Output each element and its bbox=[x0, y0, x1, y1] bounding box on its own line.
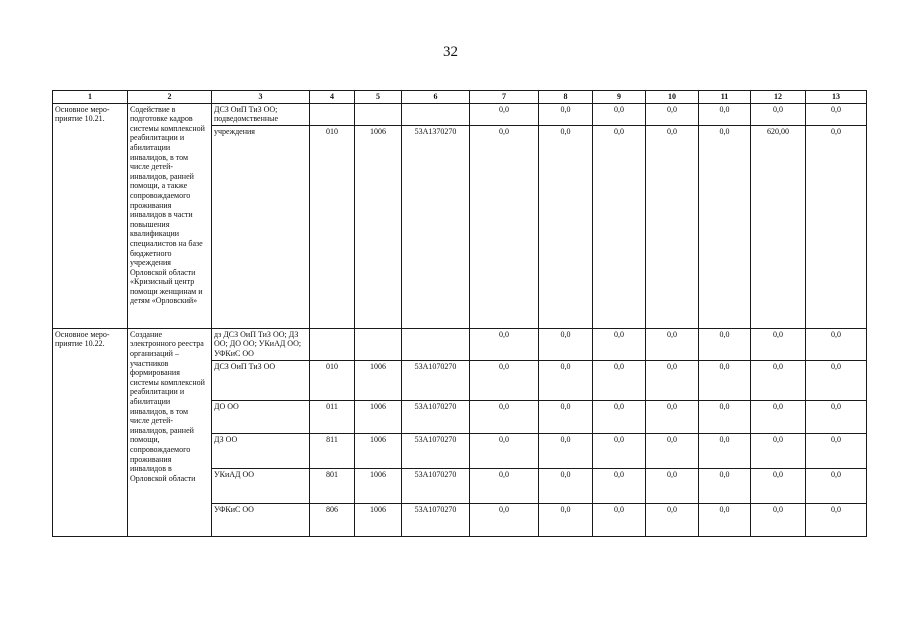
grbs-cell bbox=[310, 328, 355, 360]
value-cell: 0,0 bbox=[539, 503, 593, 536]
value-cell: 0,0 bbox=[539, 125, 593, 328]
header-cell: 2 bbox=[128, 91, 212, 104]
executor-cell: ДСЗ ОиП ТиЗ ОО bbox=[212, 360, 310, 400]
value-cell: 0,0 bbox=[751, 328, 806, 360]
header-cell: 3 bbox=[212, 91, 310, 104]
rzpr-cell: 1006 bbox=[355, 360, 402, 400]
executor-cell: ДО ОО bbox=[212, 400, 310, 433]
description-cell: Создание электронного реестра организаций – участников формирования системы комплексной реабилитации и абилитации инвалидов, в том числе детей-инвалидов, ранней помощи, сопровождаемого проживания инвалидов в Орловской области bbox=[128, 328, 212, 536]
executor-cell: ДСЗ ОиП ТиЗ ОО; подведомственные bbox=[212, 103, 310, 125]
value-cell: 0,0 bbox=[593, 400, 646, 433]
value-cell: 0,0 bbox=[751, 103, 806, 125]
csr-cell: 53А1370270 bbox=[402, 125, 470, 328]
value-cell: 0,0 bbox=[751, 433, 806, 468]
value-cell: 0,0 bbox=[751, 468, 806, 503]
rzpr-cell bbox=[355, 328, 402, 360]
value-cell: 0,0 bbox=[539, 433, 593, 468]
value-cell: 0,0 bbox=[646, 433, 699, 468]
value-cell: 0,0 bbox=[806, 103, 867, 125]
value-cell: 0,0 bbox=[806, 400, 867, 433]
measure-cell: Основное меро-приятие 10.22. bbox=[53, 328, 128, 536]
rzpr-cell: 1006 bbox=[355, 468, 402, 503]
value-cell: 0,0 bbox=[646, 503, 699, 536]
rzpr-cell bbox=[355, 103, 402, 125]
value-cell: 620,00 bbox=[751, 125, 806, 328]
header-cell: 7 bbox=[470, 91, 539, 104]
executor-cell: ДЗ ОО bbox=[212, 433, 310, 468]
header-cell: 5 bbox=[355, 91, 402, 104]
header-cell: 8 bbox=[539, 91, 593, 104]
csr-cell: 53А1070270 bbox=[402, 400, 470, 433]
grbs-cell: 010 bbox=[310, 125, 355, 328]
value-cell: 0,0 bbox=[539, 360, 593, 400]
header-cell: 13 bbox=[806, 91, 867, 104]
grbs-cell: 811 bbox=[310, 433, 355, 468]
value-cell: 0,0 bbox=[806, 433, 867, 468]
header-cell: 12 bbox=[751, 91, 806, 104]
rzpr-cell: 1006 bbox=[355, 503, 402, 536]
description-cell: Содействие в подготовке кадров системы комплексной реабилитации и абилитации инвалидов, в том числе детей-инвалидов, ранней помощи, а также сопровождаемого проживания инвалидов в части повышения квалификации специалистов на базе бюджетного учреждения Орловской области «Кризисный центр помощи женщинам и детям «Орловский» bbox=[128, 103, 212, 328]
table-row bbox=[53, 328, 867, 360]
executor-cell: учреждения bbox=[212, 125, 310, 328]
value-cell: 0,0 bbox=[699, 400, 751, 433]
header-row bbox=[53, 91, 867, 104]
header-cell: 6 bbox=[402, 91, 470, 104]
value-cell: 0,0 bbox=[806, 468, 867, 503]
value-cell: 0,0 bbox=[593, 468, 646, 503]
executor-cell: УФКиС ОО bbox=[212, 503, 310, 536]
value-cell: 0,0 bbox=[646, 468, 699, 503]
value-cell: 0,0 bbox=[751, 360, 806, 400]
value-cell: 0,0 bbox=[539, 103, 593, 125]
grbs-cell: 010 bbox=[310, 360, 355, 400]
executor-cell: дз ДСЗ ОиП ТиЗ ОО; ДЗ ОО; ДО ОО; УКиАД ОО; УФКиС ОО bbox=[212, 328, 310, 360]
value-cell: 0,0 bbox=[699, 125, 751, 328]
header-cell: 11 bbox=[699, 91, 751, 104]
value-cell: 0,0 bbox=[806, 503, 867, 536]
header-cell: 1 bbox=[53, 91, 128, 104]
grbs-cell bbox=[310, 103, 355, 125]
value-cell: 0,0 bbox=[470, 360, 539, 400]
header-cell: 10 bbox=[646, 91, 699, 104]
value-cell: 0,0 bbox=[593, 360, 646, 400]
value-cell: 0,0 bbox=[470, 400, 539, 433]
value-cell: 0,0 bbox=[806, 125, 867, 328]
csr-cell: 53А1070270 bbox=[402, 433, 470, 468]
value-cell: 0,0 bbox=[699, 503, 751, 536]
grbs-cell: 806 bbox=[310, 503, 355, 536]
csr-cell: 53А1070270 bbox=[402, 360, 470, 400]
value-cell: 0,0 bbox=[593, 503, 646, 536]
csr-cell: 53А1070270 bbox=[402, 503, 470, 536]
value-cell: 0,0 bbox=[470, 433, 539, 468]
executor-cell: УКиАД ОО bbox=[212, 468, 310, 503]
csr-cell: 53А1070270 bbox=[402, 468, 470, 503]
grbs-cell: 011 bbox=[310, 400, 355, 433]
value-cell: 0,0 bbox=[646, 400, 699, 433]
value-cell: 0,0 bbox=[593, 433, 646, 468]
table-row bbox=[53, 103, 867, 125]
value-cell: 0,0 bbox=[593, 328, 646, 360]
measure-cell: Основное меро-приятие 10.21. bbox=[53, 103, 128, 328]
value-cell: 0,0 bbox=[699, 328, 751, 360]
header-cell: 4 bbox=[310, 91, 355, 104]
value-cell: 0,0 bbox=[646, 360, 699, 400]
rzpr-cell: 1006 bbox=[355, 400, 402, 433]
value-cell: 0,0 bbox=[646, 328, 699, 360]
value-cell: 0,0 bbox=[470, 468, 539, 503]
program-table bbox=[52, 90, 867, 537]
value-cell: 0,0 bbox=[699, 433, 751, 468]
rzpr-cell: 1006 bbox=[355, 125, 402, 328]
page-number: 32 bbox=[443, 44, 458, 60]
header-cell: 9 bbox=[593, 91, 646, 104]
csr-cell bbox=[402, 103, 470, 125]
value-cell: 0,0 bbox=[751, 503, 806, 536]
value-cell: 0,0 bbox=[593, 103, 646, 125]
value-cell: 0,0 bbox=[699, 468, 751, 503]
csr-cell bbox=[402, 328, 470, 360]
value-cell: 0,0 bbox=[470, 503, 539, 536]
value-cell: 0,0 bbox=[806, 328, 867, 360]
value-cell: 0,0 bbox=[806, 360, 867, 400]
value-cell: 0,0 bbox=[646, 125, 699, 328]
grbs-cell: 801 bbox=[310, 468, 355, 503]
value-cell: 0,0 bbox=[646, 103, 699, 125]
value-cell: 0,0 bbox=[539, 328, 593, 360]
value-cell: 0,0 bbox=[699, 360, 751, 400]
value-cell: 0,0 bbox=[539, 468, 593, 503]
value-cell: 0,0 bbox=[470, 125, 539, 328]
value-cell: 0,0 bbox=[470, 328, 539, 360]
value-cell: 0,0 bbox=[699, 103, 751, 125]
value-cell: 0,0 bbox=[539, 400, 593, 433]
value-cell: 0,0 bbox=[470, 103, 539, 125]
value-cell: 0,0 bbox=[593, 125, 646, 328]
rzpr-cell: 1006 bbox=[355, 433, 402, 468]
value-cell: 0,0 bbox=[751, 400, 806, 433]
